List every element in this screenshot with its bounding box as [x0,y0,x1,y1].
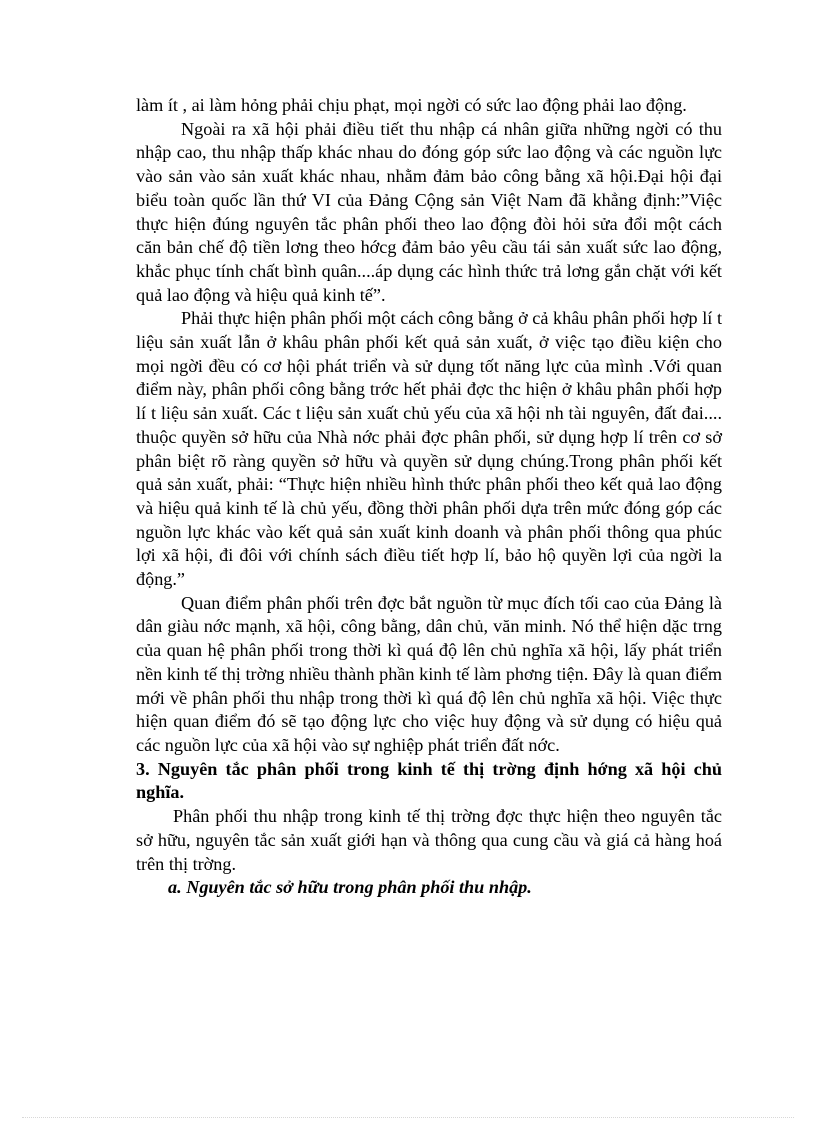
paragraph-market-distribution: Phân phối thu nhập trong kinh tế thị trờng đợc thực hiện theo nguyên tắc sở hữu, nguyên tắc sản xuất giới hạn và thông qua cung cầu và giá cả hàng hoá trên thị trờng. [136,806,722,874]
paragraph-distribution-viewpoint: Quan điểm phân phối trên đợc bắt nguồn từ mục đích tối cao của Đảng là dân giàu nớc mạnh, xã hội, công bằng, dân chủ, văn minh. Nó thể hiện dặc trng của quan hệ phân phối trong thời kì quá độ lên chủ nghĩa xã hội, lấy phát triển nền kinh tế thị trờng nhiều thành phần kinh tế làm phơng tiện. Đây là quan điểm mới về phân phối thu nhập trong thời kì quá độ lên chủ nghĩa xã hội. Việc thực hiện quan điểm đó sẽ tạo động lực cho việc huy động và sử dụng có hiệu quả các nguồn lực của xã hội vào sự nghiệp phát triển đất nớc. [136,592,722,755]
page-bottom-divider [22,1117,794,1118]
subsection-heading: a. Nguyên tắc sở hữu trong phân phối thu nhập. [168,877,532,898]
document-page [136,94,722,900]
section-heading: 3. Nguyên tắc phân phối trong kinh tế thị trờng định hớng xã hội chủ nghĩa. [136,758,722,803]
paragraph-income-regulation: Ngoài ra xã hội phải điều tiết thu nhập cá nhân giữa những ngời có thu nhập cao, thu nhập thấp khác nhau do đóng góp sức lao động và các nguồn lực vào sản vào sản xuất khác nhau, nhằm đảm bảo công bằng xã hội.Đại hội đại biểu toàn quốc lần thứ VI của Đảng Cộng sản Việt Nam đã khẳng định:”Việc thực hiện đúng nguyên tắc phân phối theo lao động đòi hỏi sửa đổi một cách căn bản chế độ tiền lơng theo hớcg đảm bảo yêu cầu tái sản xuất sức lao động, khắc phục tính chất bình quân....áp dụng các hình thức trả lơng gắn chặt với kết quả lao động và hiệu quả kinh tế”. [136,118,722,305]
paragraph-continuation: làm ít , ai làm hỏng phải chịu phạt, mọi ngời có sức lao động phải lao động. [136,95,687,115]
paragraph-fair-distribution: Phải thực hiện phân phối một cách công bằng ở cả khâu phân phối hợp lí t liệu sản xuất lẫn ở khâu phân phối kết quả sản xuất, ở việc tạo điều kiện cho mọi ngời đều có cơ hội phát triển và sử dụng tốt năng lực của mình .Với quan điểm này, phân phối công bằng trớc hết phải đợc thc hiện ở khâu phân phối hợp lí t liệu sản xuất. Các t liệu sản xuất chủ yếu của xã hội nh tài nguyên, đất đai.... thuộc quyền sở hữu của Nhà nớc phải đợc phân phối, sử dụng hợp lí trên cơ sở phân biệt rõ ràng quyền sở hữu và quyền sử dụng chúng.Trong phân phối kết quả sản xuất, phải: “Thực hiện nhiều hình thức phân phối theo kết quả lao động và hiệu quả kinh tế là chủ yếu, đồng thời phân phối dựa trên mức đóng góp các nguồn lực khác vào kết quả sản xuất kinh doanh và phân phối thông qua phúc lợi xã hội, đi đôi với chính sách điều tiết hợp lí, bảo hộ quyền lợi của ngời la động.” [136,308,722,590]
